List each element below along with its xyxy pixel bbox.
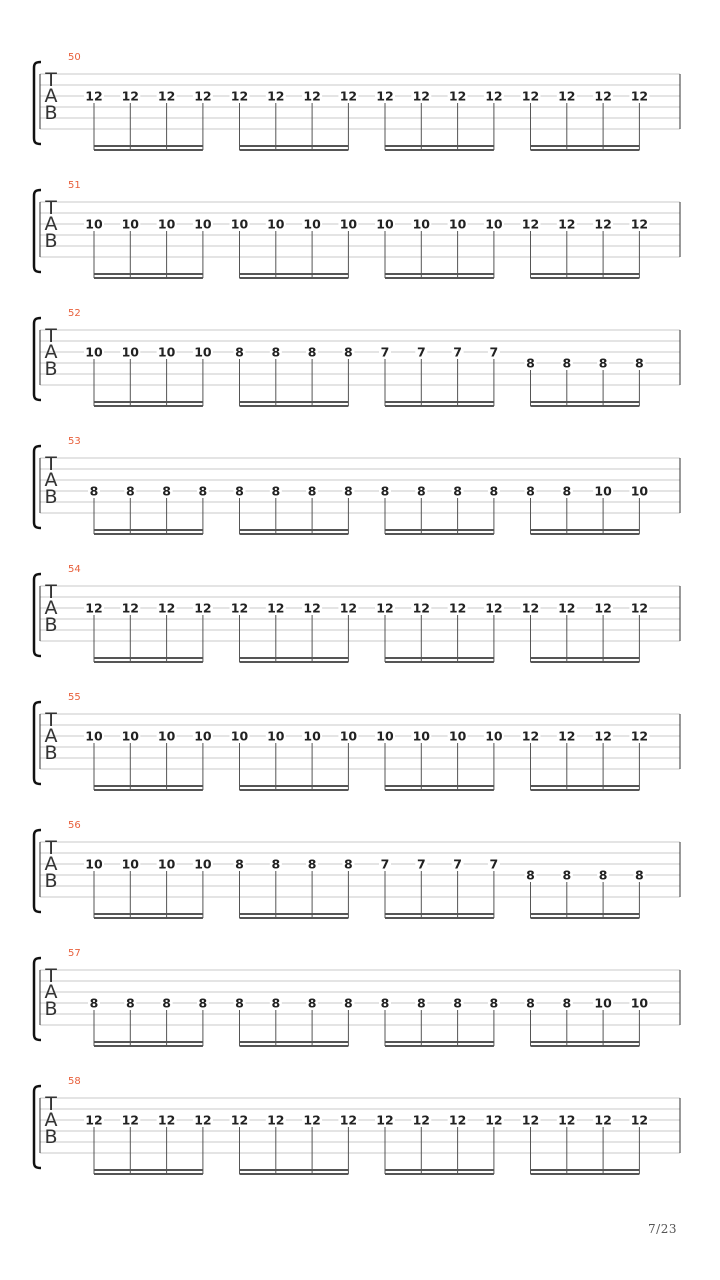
- fret-number: 8: [89, 995, 99, 1011]
- fret-number: 8: [198, 483, 208, 499]
- fret-number: 10: [448, 728, 467, 744]
- fret-number: 12: [448, 88, 467, 104]
- fret-number: 10: [157, 216, 176, 232]
- fret-number: 10: [194, 216, 212, 232]
- fret-number: 12: [558, 216, 576, 232]
- fret-number: 12: [485, 88, 503, 104]
- fret-number: 8: [271, 344, 281, 360]
- tab-staff: [0, 820, 720, 948]
- fret-number: 12: [558, 1112, 576, 1128]
- fret-number: 10: [485, 216, 503, 232]
- fret-number: 7: [380, 856, 390, 872]
- measure-number: 53: [68, 436, 81, 447]
- fret-number: 12: [267, 88, 285, 104]
- fret-number: 12: [376, 600, 394, 616]
- fret-number: 12: [121, 88, 140, 104]
- fret-number: 10: [630, 483, 649, 499]
- fret-number: 8: [489, 995, 499, 1011]
- fret-number: 8: [344, 483, 353, 499]
- fret-number: 7: [453, 344, 462, 360]
- fret-number: 12: [412, 1112, 431, 1128]
- fret-number: 10: [157, 344, 176, 360]
- fret-number: 10: [267, 216, 285, 232]
- fret-number: 12: [230, 600, 249, 616]
- fret-number: 10: [594, 483, 612, 499]
- fret-number: 12: [412, 600, 431, 616]
- fret-number: 12: [630, 1112, 649, 1128]
- tab-clef-letter: A: [44, 853, 58, 875]
- fret-number: 12: [230, 88, 249, 104]
- fret-number: 8: [162, 995, 171, 1011]
- fret-number: 12: [521, 1112, 540, 1128]
- tab-system: [0, 820, 720, 948]
- fret-number: 8: [489, 483, 499, 499]
- tab-clef-letter: T: [45, 197, 57, 219]
- fret-number: 12: [630, 728, 649, 744]
- page-number: 7/23: [648, 1222, 677, 1236]
- fret-number: 8: [307, 856, 317, 872]
- tab-system: [0, 52, 720, 180]
- fret-number: 12: [376, 1112, 394, 1128]
- fret-number: 12: [267, 600, 285, 616]
- fret-number: 8: [526, 483, 535, 499]
- fret-number: 10: [630, 995, 649, 1011]
- tab-clef-letter: T: [45, 325, 57, 347]
- fret-number: 8: [198, 995, 208, 1011]
- tab-clef-letter: A: [44, 341, 58, 363]
- tab-staff: [0, 52, 720, 180]
- fret-number: 8: [235, 856, 244, 872]
- fret-number: 8: [235, 344, 244, 360]
- fret-number: 10: [448, 216, 467, 232]
- fret-number: 8: [344, 344, 353, 360]
- fret-number: 8: [416, 483, 426, 499]
- tab-clef-letter: B: [44, 230, 58, 252]
- fret-number: 10: [85, 344, 103, 360]
- fret-number: 10: [121, 344, 140, 360]
- fret-number: 10: [157, 728, 176, 744]
- fret-number: 12: [558, 88, 576, 104]
- fret-number: 10: [376, 728, 394, 744]
- tab-clef-letter: B: [44, 870, 58, 892]
- fret-number: 12: [376, 88, 394, 104]
- fret-number: 12: [630, 88, 649, 104]
- fret-number: 8: [125, 483, 135, 499]
- tab-clef-letter: A: [44, 981, 58, 1003]
- tab-clef-letter: B: [44, 486, 58, 508]
- tab-system: [0, 1076, 720, 1204]
- fret-number: 7: [416, 856, 426, 872]
- tab-clef-letter: B: [44, 614, 58, 636]
- tab-staff: [0, 436, 720, 564]
- tab-clef-letter: A: [44, 1109, 58, 1131]
- fret-number: 12: [267, 1112, 285, 1128]
- tab-staff: [0, 1076, 720, 1204]
- fret-number: 8: [526, 355, 535, 371]
- fret-number: 8: [162, 483, 171, 499]
- fret-number: 12: [412, 88, 431, 104]
- fret-number: 8: [271, 483, 281, 499]
- tab-system: [0, 308, 720, 436]
- fret-number: 7: [380, 344, 390, 360]
- fret-number: 8: [562, 867, 572, 883]
- measure-number: 55: [68, 692, 81, 703]
- fret-number: 10: [230, 728, 249, 744]
- fret-number: 12: [521, 600, 540, 616]
- fret-number: 8: [598, 355, 608, 371]
- tab-system: [0, 948, 720, 1076]
- measure-number: 56: [68, 820, 81, 831]
- fret-number: 10: [85, 216, 103, 232]
- fret-number: 10: [267, 728, 285, 744]
- tab-clef-letter: A: [44, 725, 58, 747]
- tab-clef-letter: B: [44, 998, 58, 1020]
- tab-clef-letter: B: [44, 742, 58, 764]
- fret-number: 8: [307, 483, 317, 499]
- fret-number: 8: [526, 995, 535, 1011]
- tab-clef-letter: T: [45, 965, 57, 987]
- fret-number: 10: [339, 216, 358, 232]
- fret-number: 12: [303, 600, 321, 616]
- fret-number: 8: [235, 483, 244, 499]
- fret-number: 10: [485, 728, 503, 744]
- tab-clef-letter: B: [44, 102, 58, 124]
- fret-number: 12: [194, 1112, 212, 1128]
- fret-number: 8: [235, 995, 244, 1011]
- tab-staff: [0, 564, 720, 692]
- fret-number: 12: [303, 88, 321, 104]
- fret-number: 10: [339, 728, 358, 744]
- fret-number: 10: [412, 728, 431, 744]
- fret-number: 12: [521, 88, 540, 104]
- fret-number: 8: [453, 483, 462, 499]
- fret-number: 10: [303, 728, 321, 744]
- fret-number: 12: [485, 1112, 503, 1128]
- fret-number: 12: [157, 1112, 176, 1128]
- fret-number: 10: [121, 856, 140, 872]
- fret-number: 12: [85, 600, 103, 616]
- tab-staff: [0, 692, 720, 820]
- fret-number: 8: [635, 355, 644, 371]
- fret-number: 12: [157, 600, 176, 616]
- fret-number: 10: [594, 995, 612, 1011]
- fret-number: 8: [380, 995, 390, 1011]
- fret-number: 10: [194, 728, 212, 744]
- fret-number: 10: [121, 216, 140, 232]
- fret-number: 12: [194, 600, 212, 616]
- fret-number: 8: [526, 867, 535, 883]
- fret-number: 12: [485, 600, 503, 616]
- fret-number: 12: [339, 600, 358, 616]
- fret-number: 10: [194, 856, 212, 872]
- tab-staff: [0, 308, 720, 436]
- tab-clef-letter: B: [44, 1126, 58, 1148]
- fret-number: 10: [230, 216, 249, 232]
- tab-clef-letter: A: [44, 597, 58, 619]
- tab-system: [0, 436, 720, 564]
- fret-number: 12: [230, 1112, 249, 1128]
- fret-number: 8: [562, 483, 572, 499]
- fret-number: 12: [521, 728, 540, 744]
- fret-number: 10: [376, 216, 394, 232]
- fret-number: 7: [453, 856, 462, 872]
- fret-number: 10: [85, 728, 103, 744]
- fret-number: 12: [630, 216, 649, 232]
- fret-number: 12: [594, 1112, 612, 1128]
- fret-number: 12: [558, 728, 576, 744]
- tab-clef-letter: A: [44, 85, 58, 107]
- measure-number: 51: [68, 180, 81, 191]
- fret-number: 8: [271, 856, 281, 872]
- fret-number: 7: [489, 856, 499, 872]
- fret-number: 12: [194, 88, 212, 104]
- fret-number: 8: [598, 867, 608, 883]
- tab-clef-letter: T: [45, 581, 57, 603]
- fret-number: 12: [594, 216, 612, 232]
- measure-number: 54: [68, 564, 81, 575]
- fret-number: 8: [562, 355, 572, 371]
- measure-number: 50: [68, 52, 81, 63]
- fret-number: 8: [307, 344, 317, 360]
- fret-number: 8: [344, 856, 353, 872]
- fret-number: 8: [307, 995, 317, 1011]
- fret-number: 12: [630, 600, 649, 616]
- fret-number: 10: [121, 728, 140, 744]
- fret-number: 12: [121, 600, 140, 616]
- fret-number: 12: [558, 600, 576, 616]
- fret-number: 8: [344, 995, 353, 1011]
- fret-number: 12: [85, 88, 103, 104]
- fret-number: 12: [448, 600, 467, 616]
- fret-number: 10: [303, 216, 321, 232]
- measure-number: 52: [68, 308, 81, 319]
- fret-number: 12: [121, 1112, 140, 1128]
- fret-number: 7: [489, 344, 499, 360]
- tab-system: [0, 692, 720, 820]
- fret-number: 12: [594, 88, 612, 104]
- fret-number: 8: [89, 483, 99, 499]
- measure-number: 58: [68, 1076, 81, 1087]
- tab-clef-letter: T: [45, 837, 57, 859]
- tab-clef-letter: A: [44, 213, 58, 235]
- fret-number: 12: [448, 1112, 467, 1128]
- fret-number: 12: [85, 1112, 103, 1128]
- fret-number: 7: [416, 344, 426, 360]
- fret-number: 10: [194, 344, 212, 360]
- tab-clef-letter: T: [45, 1093, 57, 1115]
- tab-staff: [0, 180, 720, 308]
- fret-number: 8: [380, 483, 390, 499]
- fret-number: 10: [157, 856, 176, 872]
- fret-number: 12: [157, 88, 176, 104]
- tab-clef-letter: A: [44, 469, 58, 491]
- fret-number: 12: [594, 600, 612, 616]
- fret-number: 8: [271, 995, 281, 1011]
- fret-number: 10: [412, 216, 431, 232]
- tab-system: [0, 564, 720, 692]
- measure-number: 57: [68, 948, 81, 959]
- fret-number: 12: [339, 1112, 358, 1128]
- fret-number: 8: [453, 995, 462, 1011]
- tab-system: [0, 180, 720, 308]
- fret-number: 8: [416, 995, 426, 1011]
- fret-number: 8: [635, 867, 644, 883]
- tab-clef-letter: B: [44, 358, 58, 380]
- fret-number: 8: [125, 995, 135, 1011]
- fret-number: 12: [521, 216, 540, 232]
- fret-number: 12: [303, 1112, 321, 1128]
- tab-clef-letter: T: [45, 69, 57, 91]
- fret-number: 10: [85, 856, 103, 872]
- fret-number: 12: [594, 728, 612, 744]
- tab-clef-letter: T: [45, 709, 57, 731]
- fret-number: 8: [562, 995, 572, 1011]
- fret-number: 12: [339, 88, 358, 104]
- tab-clef-letter: T: [45, 453, 57, 475]
- tab-staff: [0, 948, 720, 1076]
